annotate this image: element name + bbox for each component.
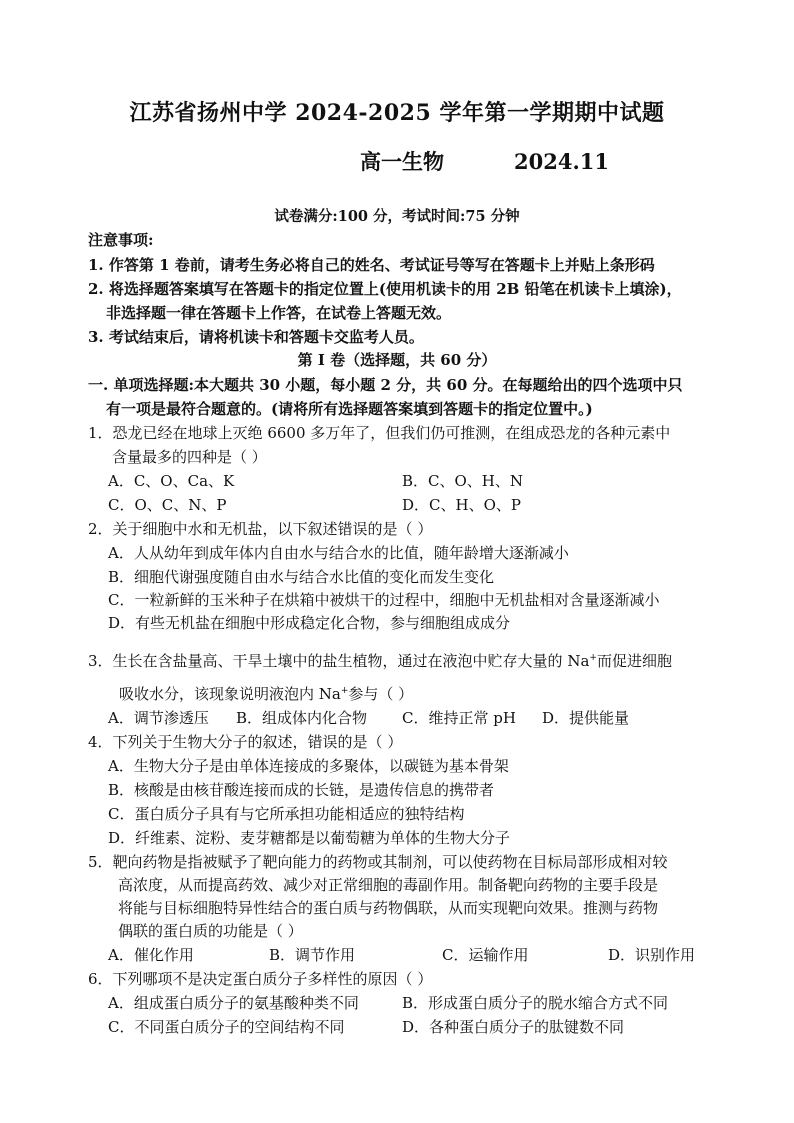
- q5-stem-line4: 偶联的蛋白质的功能是（ ）: [118, 922, 303, 940]
- q4-option-b: B．核酸是由核苷酸连接而成的长链，是遗传信息的携带者: [108, 781, 495, 799]
- notes-item-1: 1. 作答第 1 卷前，请考生务必将自己的姓名、考试证号等写在答题卡上并贴上条形码: [88, 256, 655, 274]
- q5-stem-line1: 5．靶向药物是指被赋予了靶向能力的药物或其制剂，可以使药物在目标局部形成相对较: [88, 853, 668, 871]
- q1-option-c: C．O、C、N、P: [108, 496, 227, 514]
- part1-instruction-1: 一. 单项选择题:本大题共 30 小题，每小题 2 分，共 60 分。在每题给出的四个选项中只: [88, 376, 683, 394]
- exam-subtitle: [360, 146, 609, 176]
- q3-stem-line2-text: 吸收水分，该现象说明液泡内 Na: [119, 685, 341, 703]
- q5-option-d: D．识别作用: [608, 946, 696, 964]
- q5-stem-line2: 高浓度，从而提高药效、减少对正常细胞的毒副作用。制备靶向药物的主要手段是: [118, 876, 659, 894]
- q2-option-d: D．有些无机盐在细胞中形成稳定化合物，参与细胞组成成分: [108, 614, 511, 632]
- subject-label: 高一生物: [360, 149, 444, 174]
- q1-stem-line1: 1．恐龙已经在地球上灭绝 6600 多万年了，但我们仍可推测，在组成恐龙的各种元素中: [88, 424, 671, 442]
- q3-option-a: A．调节渗透压: [108, 709, 209, 727]
- q3-stem-line1-text: 3．生长在含盐量高、干旱土壤中的盐生植物，通过在液泡中贮存大量的 Na: [88, 652, 590, 670]
- q3-stem-line1-tail: 而促进细胞: [596, 652, 672, 670]
- q3-option-b: B．组成体内化合物: [236, 709, 368, 727]
- notes-item-3: 3. 考试结束后，请将机读卡和答题卡交监考人员。: [88, 328, 424, 346]
- exam-date: 2024.11: [514, 149, 609, 174]
- q1-option-b: B．C、O、H、N: [402, 472, 524, 490]
- part1-instruction-2: 有一项是最符合题意的。(请将所有选择题答案填到答题卡的指定位置中。): [106, 400, 593, 418]
- q3-sodium-charge-2: +: [340, 686, 349, 696]
- q5-option-c: C．运输作用: [442, 946, 529, 964]
- q6-option-d: D．各种蛋白质分子的肽键数不同: [402, 1018, 625, 1036]
- q6-option-b: B．形成蛋白质分子的脱水缩合方式不同: [402, 994, 669, 1012]
- q6-option-c: C．不同蛋白质分子的空间结构不同: [108, 1018, 345, 1036]
- q3-option-c: C．维持正常 pH: [402, 709, 516, 727]
- exam-info: 试卷满分:100 分，考试时间:75 分钟: [274, 208, 520, 225]
- q6-option-a: A．组成蛋白质分子的氨基酸种类不同: [108, 994, 359, 1012]
- q4-stem: 4．下列关于生物大分子的叙述，错误的是（ ）: [88, 733, 403, 751]
- q2-option-c: C．一粒新鲜的玉米种子在烘箱中被烘干的过程中，细胞中无机盐相对含量逐渐减小: [108, 591, 660, 609]
- q5-option-b: B．调节作用: [269, 946, 356, 964]
- q1-option-a: A．C、O、Ca、K: [108, 472, 235, 490]
- q2-option-b: B．细胞代谢强度随自由水与结合水比值的变化而发生变化: [108, 568, 495, 586]
- q5-stem-line3: 将能与目标细胞特异性结合的蛋白质与药物偶联，从而实现靶向效果。推测与药物: [118, 899, 659, 917]
- q6-stem: 6．下列哪项不是决定蛋白质分子多样性的原因（ ）: [88, 970, 433, 988]
- q3-option-d: D．提供能量: [542, 709, 630, 727]
- q4-option-a: A．生物大分子是由单体连接成的多聚体，以碳链为基本骨架: [108, 757, 509, 775]
- notes-item-2: 2. 将选择题答案填写在答题卡的指定位置上(使用机读卡的用 2B 铅笔在机读卡上填涂)，: [88, 280, 682, 298]
- q4-option-c: C．蛋白质分子具有与它所承担功能相适应的独特结构: [108, 805, 465, 823]
- notes-item-2-cont: 非选择题一律在答题卡上作答，在试卷上答题无效。: [106, 304, 452, 322]
- q4-option-d: D．纤维素、淀粉、麦芽糖都是以葡萄糖为单体的生物大分子: [108, 829, 511, 847]
- q2-option-a: A．人从幼年到成年体内自由水与结合水的比值，随年龄增大逐渐减小: [108, 544, 569, 562]
- q2-stem: 2．关于细胞中水和无机盐，以下叙述错误的是（ ）: [88, 520, 433, 538]
- q1-option-d: D．C、H、O、P: [402, 496, 521, 514]
- notes-heading: 注意事项:: [88, 231, 154, 249]
- exam-title: 江苏省扬州中学 2024-2025 学年第一学期期中试题: [129, 100, 665, 126]
- q3-sodium-charge: +: [589, 653, 597, 663]
- q3-stem-line1: [88, 650, 672, 672]
- q3-stem-line2-tail: 参与（ ）: [348, 685, 414, 703]
- q3-stem-line2: [119, 683, 413, 705]
- q1-stem-line2: 含量最多的四种是（ ）: [112, 448, 267, 466]
- part1-heading: 第 I 卷（选择题，共 60 分）: [297, 351, 497, 369]
- q5-option-a: A．催化作用: [108, 946, 194, 964]
